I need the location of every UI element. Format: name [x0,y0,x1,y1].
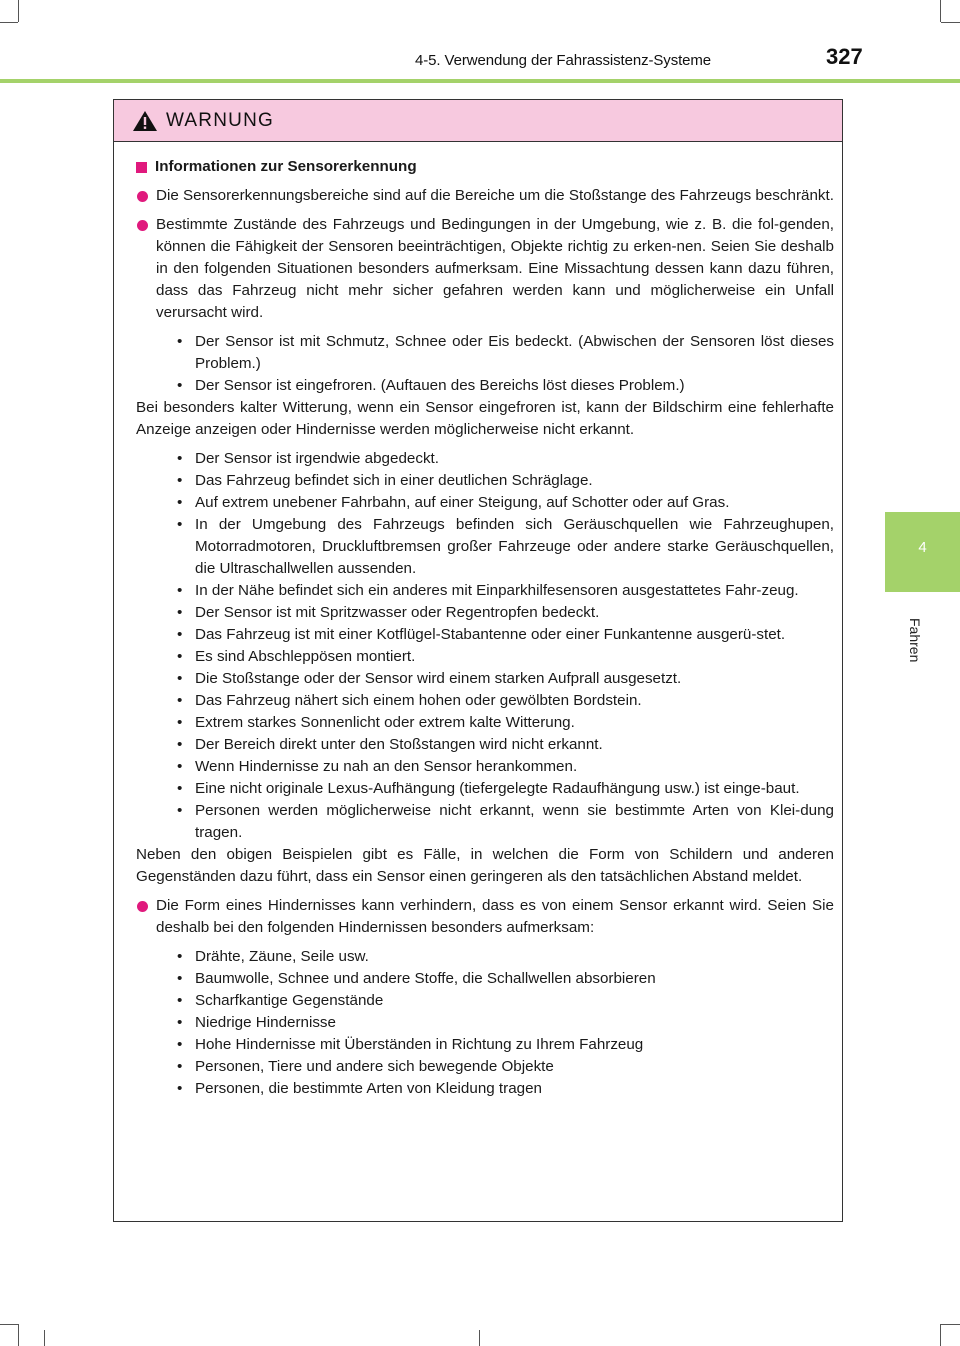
page-number: 327 [826,44,863,69]
condition-list-1 [177,331,834,397]
section-heading [136,156,834,178]
list-bullet: • [177,648,183,665]
bullet-point [136,185,834,207]
list-item-text: Der Bereich direkt unter den Stoßstangen wird nicht erkannt. [195,736,603,753]
list-item [177,778,834,800]
circle-bullet-icon [137,220,148,231]
list-item-text: Das Fahrzeug ist mit einer Kotflügel-Stabantenne oder einer Funkantenne ausgerü-stet. [195,626,786,643]
crop-mark [941,1324,960,1325]
list-item [177,602,834,624]
list-item [177,1012,834,1034]
list-item [177,331,834,375]
list-item-text: Niedrige Hindernisse [195,1014,336,1031]
list-bullet: • [177,670,183,687]
crop-mark [940,0,941,22]
bullet-text [156,214,834,324]
list-item-text: Scharfkantige Gegenstände [195,992,384,1009]
list-item-text: Extrem starkes Sonnenlicht oder extrem kalte Witterung. [195,714,575,731]
list-item-text: Personen, die bestimmte Arten von Kleidung tragen [195,1080,542,1097]
crop-mark [0,1324,18,1325]
list-bullet: • [177,1036,183,1053]
list-item [177,470,834,492]
warning-triangle-icon [132,110,158,132]
list-bullet: • [177,516,183,533]
note-paragraph: Bei besonders kalter Witterung, wenn ein Sensor eingefroren ist, kann der Bildschirm eine fehlerhafte Anzeige anzeigen oder Hindernisse werden möglicherweise nicht erkannt. [136,399,834,438]
list-item-text: Es sind Abschleppösen montiert. [195,648,416,665]
warning-title: WARNUNG [166,109,274,131]
list-bullet: • [177,377,183,394]
list-item-text: Personen, Tiere und andere sich bewegende Objekte [195,1058,554,1075]
warning-box [113,99,843,1222]
list-item-text: Der Sensor ist eingefroren. (Auftauen des Bereichs löst dieses Problem.) [195,377,685,394]
list-item [177,624,834,646]
list-item [177,375,834,397]
list-item [177,1056,834,1078]
list-bullet: • [177,948,183,965]
list-item-text: Hohe Hindernisse mit Überständen in Richtung zu Ihrem Fahrzeug [195,1036,644,1053]
condition-list-2 [177,448,834,844]
list-item [177,580,834,602]
list-item-text: Das Fahrzeug befindet sich in einer deutlichen Schräglage. [195,472,593,489]
list-item [177,946,834,968]
list-item-text: Baumwolle, Schnee und andere Stoffe, die Schallwellen absorbieren [195,970,656,987]
list-bullet: • [177,1080,183,1097]
list-item-text: Drähte, Zäune, Seile usw. [195,948,369,965]
circle-bullet-icon [137,901,148,912]
bullet-text: Die Sensorerkennungsbereiche sind auf die Bereiche um die Stoßstange des Fahrzeugs beschränkt. [156,187,834,204]
list-item [177,756,834,778]
list-bullet: • [177,472,183,489]
chapter-label: Fahren [907,618,923,663]
obstacle-list [177,946,834,1100]
list-item [177,690,834,712]
list-item [177,712,834,734]
section-title: Informationen zur Sensorerkennung [155,158,417,175]
note-paragraph: Neben den obigen Beispielen gibt es Fälle, in welchen die Form von Schildern und anderen Gegenständen dazu führt, dass ein Sensor einen geringeren als den tatsächlichen Abstand meldet. [136,846,834,885]
list-bullet: • [177,758,183,775]
list-bullet: • [177,780,183,797]
crop-mark [44,1330,45,1346]
crop-mark [941,22,960,23]
chapter-number: 4 [918,539,927,556]
header-section-title: 4-5. Verwendung der Fahrassistenz-Systeme [415,52,712,69]
list-item [177,514,834,580]
list-item [177,1034,834,1056]
list-bullet: • [177,802,183,819]
crop-mark [479,1330,480,1346]
list-item-text: Der Sensor ist mit Schmutz, Schnee oder Eis bedeckt. (Abwischen der Sensoren löst dieses Problem.) [195,333,834,372]
warning-body [114,142,842,1100]
list-item [177,734,834,756]
list-bullet: • [177,970,183,987]
chapter-tab [885,512,960,592]
list-item-text: Der Sensor ist irgendwie abgedeckt. [195,450,439,467]
bullet-paragraph: Bestimmte Zustände des Fahrzeugs und Bedingungen in der Umgebung, wie z. B. die fol-genden, können die Fähigkeit der Sensoren beeinträchtigen, Objekte richtig zu erken-nen. Seien Sie deshalb in den folgenden Situationen besonders aufmerksam. Eine Missachtung dessen kann dazu führen, dass das Fahrzeug nicht mehr sicher gefahren werden kann und möglicherweise ein Unfall verursacht wird. [156,216,834,321]
list-bullet: • [177,992,183,1009]
crop-mark [18,0,19,22]
list-item [177,1078,834,1100]
list-bullet: • [177,1014,183,1031]
bullet-point [136,895,834,939]
list-bullet: • [177,736,183,753]
square-bullet-icon [136,162,147,173]
list-item [177,968,834,990]
bullet-point [136,214,834,324]
crop-mark [0,22,18,23]
list-bullet: • [177,494,183,511]
list-item-text: Das Fahrzeug nähert sich einem hohen oder gewölbten Bordstein. [195,692,642,709]
list-item-text: Eine nicht originale Lexus-Aufhängung (tiefergelegte Radaufhängung usw.) ist einge-baut. [195,780,800,797]
crop-mark [940,1324,941,1346]
list-bullet: • [177,692,183,709]
list-item [177,492,834,514]
bullet-text: Die Form eines Hindernisses kann verhindern, dass es von einem Sensor erkannt wird. Seien Sie deshalb bei den folgenden Hindernissen besonders aufmerksam: [156,897,834,936]
list-bullet: • [177,450,183,467]
list-item-text: Der Sensor ist mit Spritzwasser oder Regentropfen bedeckt. [195,604,600,621]
list-bullet: • [177,604,183,621]
list-item-text: Wenn Hindernisse zu nah an den Sensor herankommen. [195,758,578,775]
list-item-text: In der Umgebung des Fahrzeugs befinden sich Geräuschquellen wie Fahrzeughupen, Motorradmotoren, Druckluftbremsen großer Fahrzeuge oder andere starke Geräuschquellen, die Ultraschallwellen aussenden. [195,516,834,577]
circle-bullet-icon [137,191,148,202]
list-bullet: • [177,582,183,599]
list-item-text: Auf extrem unebener Fahrbahn, auf einer Steigung, auf Schotter oder auf Gras. [195,494,730,511]
list-item-text: Die Stoßstange oder der Sensor wird einem starken Aufprall ausgesetzt. [195,670,682,687]
list-item [177,448,834,470]
list-bullet: • [177,1058,183,1075]
list-bullet: • [177,626,183,643]
list-item [177,668,834,690]
list-bullet: • [177,714,183,731]
list-bullet: • [177,333,183,350]
list-item [177,800,834,844]
header-rule [0,79,960,83]
warning-header [114,100,842,142]
crop-mark [18,1324,19,1346]
list-item-text: Personen werden möglicherweise nicht erkannt, wenn sie bestimmte Arten von Klei-dung tragen. [195,802,834,841]
list-item-text: In der Nähe befindet sich ein anderes mit Einparkhilfesensoren ausgestattetes Fahr-zeug. [195,582,799,599]
list-item [177,990,834,1012]
list-item [177,646,834,668]
